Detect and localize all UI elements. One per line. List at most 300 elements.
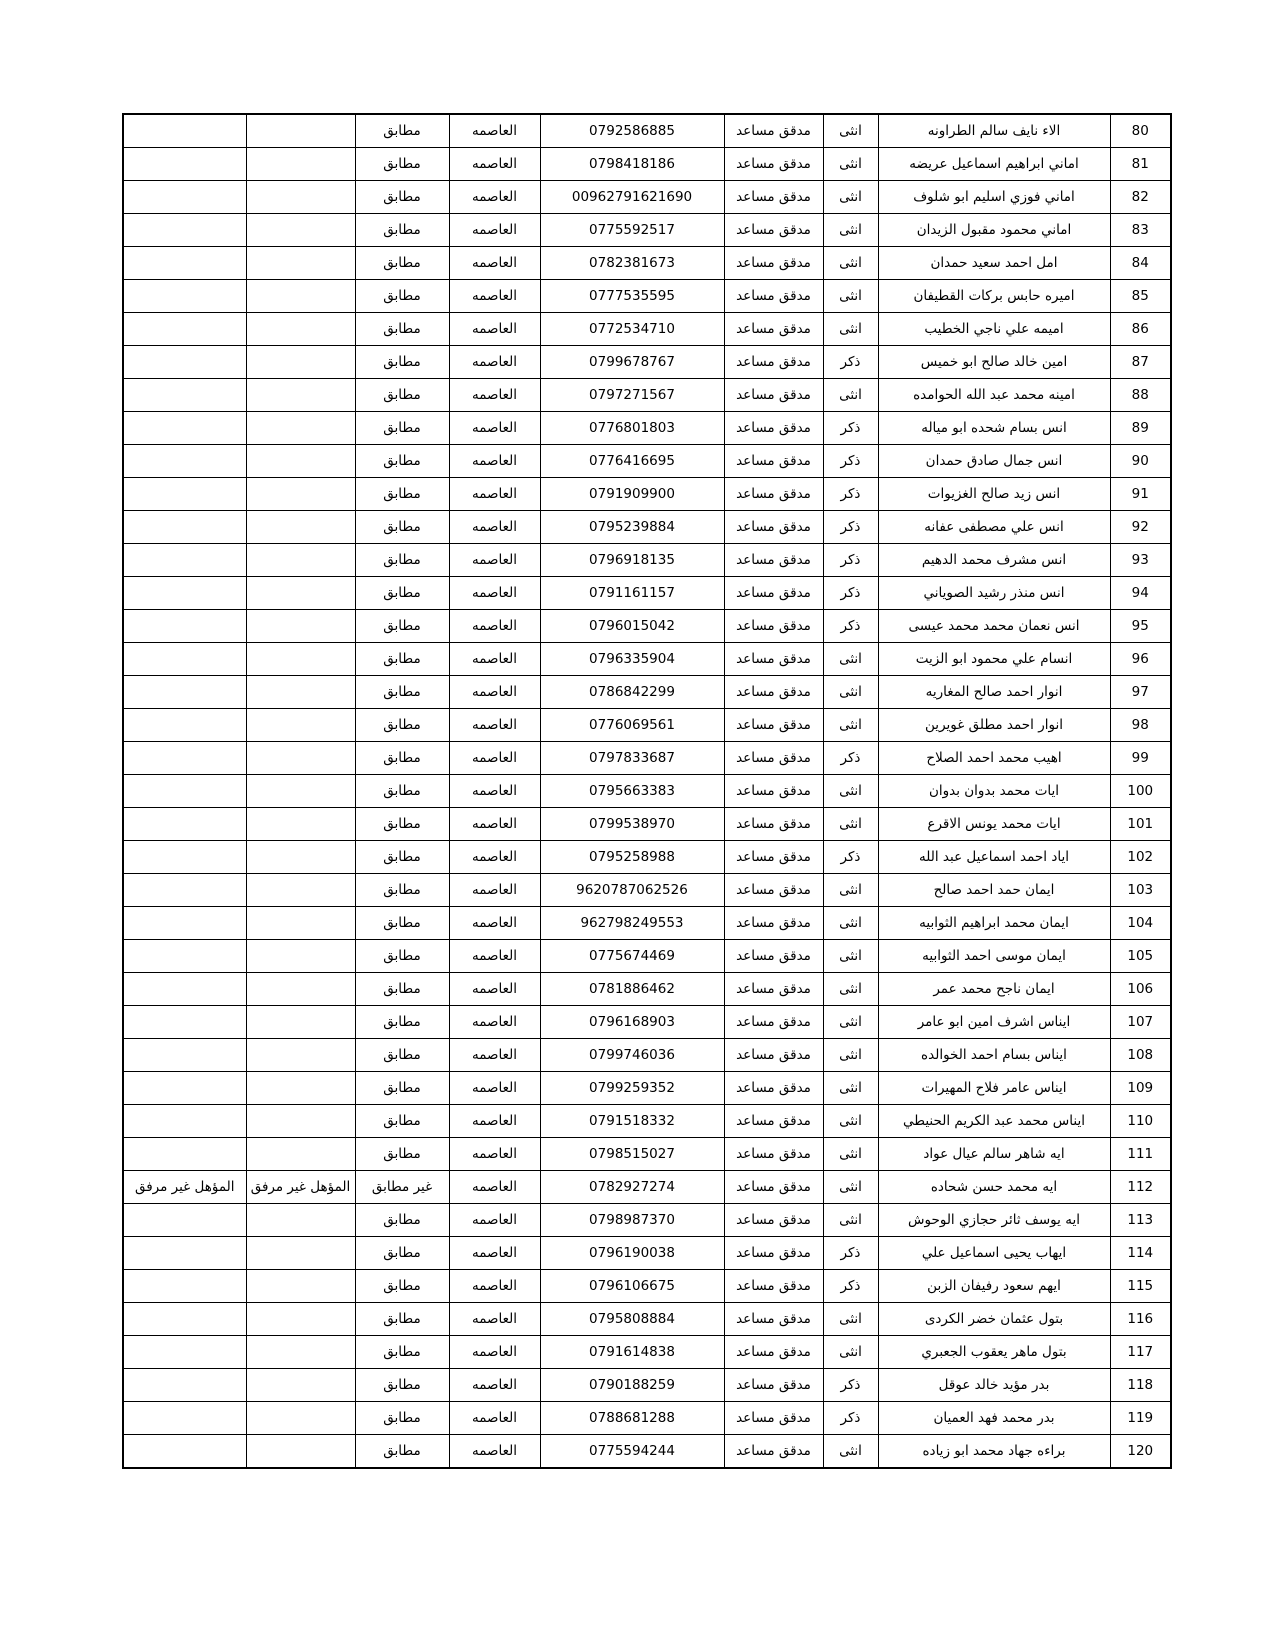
table-row	[123, 379, 1171, 412]
region-cell: العاصمه	[449, 808, 540, 841]
job-title-cell: مدقق مساعد	[724, 610, 823, 643]
qualification-note-cell-2	[123, 676, 246, 709]
name-cell: ايهاب يحيى اسماعيل علي	[878, 1237, 1110, 1270]
qualification-note-cell	[246, 1072, 355, 1105]
table-row	[123, 445, 1171, 478]
table-row	[123, 114, 1171, 148]
qualification-note-cell-2	[123, 940, 246, 973]
match-status-cell: مطابق	[355, 742, 449, 775]
region-cell: العاصمه	[449, 544, 540, 577]
name-cell: ايناس بسام احمد الخوالده	[878, 1039, 1110, 1072]
phone-cell: 0775594244	[540, 1435, 724, 1469]
phone-cell: 0795663383	[540, 775, 724, 808]
qualification-note-cell	[246, 1138, 355, 1171]
phone-cell: 0791518332	[540, 1105, 724, 1138]
gender-cell: انثى	[823, 379, 878, 412]
region-cell: العاصمه	[449, 1072, 540, 1105]
row-number-cell: 98	[1110, 709, 1171, 742]
gender-cell: انثى	[823, 148, 878, 181]
region-cell: العاصمه	[449, 1039, 540, 1072]
region-cell: العاصمه	[449, 313, 540, 346]
table-row	[123, 1105, 1171, 1138]
match-status-cell: مطابق	[355, 1006, 449, 1039]
name-cell: ايناس محمد عبد الكريم الحنيطي	[878, 1105, 1110, 1138]
region-cell: العاصمه	[449, 907, 540, 940]
phone-cell: 0791909900	[540, 478, 724, 511]
qualification-note-cell	[246, 1237, 355, 1270]
region-cell: العاصمه	[449, 412, 540, 445]
region-cell: العاصمه	[449, 214, 540, 247]
region-cell: العاصمه	[449, 1402, 540, 1435]
region-cell: العاصمه	[449, 247, 540, 280]
phone-cell: 9620787062526	[540, 874, 724, 907]
job-title-cell: مدقق مساعد	[724, 1204, 823, 1237]
name-cell: اياد احمد اسماعيل عبد الله	[878, 841, 1110, 874]
name-cell: ايه محمد حسن شحاده	[878, 1171, 1110, 1204]
qualification-note-cell-2	[123, 544, 246, 577]
table-row	[123, 1270, 1171, 1303]
job-title-cell: مدقق مساعد	[724, 1402, 823, 1435]
table-row	[123, 478, 1171, 511]
qualification-note-cell	[246, 1402, 355, 1435]
gender-cell: ذكر	[823, 841, 878, 874]
phone-cell: 0796168903	[540, 1006, 724, 1039]
match-status-cell: مطابق	[355, 346, 449, 379]
job-title-cell: مدقق مساعد	[724, 280, 823, 313]
gender-cell: ذكر	[823, 1270, 878, 1303]
name-cell: اماني فوزي اسليم ابو شلوف	[878, 181, 1110, 214]
job-title-cell: مدقق مساعد	[724, 1171, 823, 1204]
gender-cell: انثى	[823, 280, 878, 313]
name-cell: ايه يوسف ثائر حجازي الوحوش	[878, 1204, 1110, 1237]
qualification-note-cell-2	[123, 973, 246, 1006]
qualification-note-cell	[246, 643, 355, 676]
row-number-cell: 109	[1110, 1072, 1171, 1105]
name-cell: انسام علي محمود ابو الزيت	[878, 643, 1110, 676]
table-row	[123, 775, 1171, 808]
qualification-note-cell	[246, 313, 355, 346]
job-title-cell: مدقق مساعد	[724, 346, 823, 379]
region-cell: العاصمه	[449, 445, 540, 478]
gender-cell: انثى	[823, 214, 878, 247]
phone-cell: 0775592517	[540, 214, 724, 247]
name-cell: انس نعمان محمد محمد عيسى	[878, 610, 1110, 643]
phone-cell: 0776801803	[540, 412, 724, 445]
qualification-note-cell	[246, 412, 355, 445]
match-status-cell: مطابق	[355, 1270, 449, 1303]
name-cell: اميمه علي ناجي الخطيب	[878, 313, 1110, 346]
qualification-note-cell-2	[123, 379, 246, 412]
phone-cell: 0795808884	[540, 1303, 724, 1336]
qualification-note-cell-2	[123, 412, 246, 445]
match-status-cell: مطابق	[355, 775, 449, 808]
table-row	[123, 577, 1171, 610]
row-number-cell: 105	[1110, 940, 1171, 973]
table-row	[123, 313, 1171, 346]
name-cell: امل احمد سعيد حمدان	[878, 247, 1110, 280]
job-title-cell: مدقق مساعد	[724, 643, 823, 676]
table-row	[123, 511, 1171, 544]
region-cell: العاصمه	[449, 1336, 540, 1369]
gender-cell: انثى	[823, 1303, 878, 1336]
table-row	[123, 1303, 1171, 1336]
job-title-cell: مدقق مساعد	[724, 181, 823, 214]
qualification-note-cell-2	[123, 280, 246, 313]
qualification-note-cell-2	[123, 907, 246, 940]
gender-cell: انثى	[823, 1138, 878, 1171]
gender-cell: انثى	[823, 973, 878, 1006]
table-row	[123, 214, 1171, 247]
table-row	[123, 643, 1171, 676]
job-title-cell: مدقق مساعد	[724, 940, 823, 973]
region-cell: العاصمه	[449, 874, 540, 907]
qualification-note-cell-2	[123, 1138, 246, 1171]
row-number-cell: 96	[1110, 643, 1171, 676]
row-number-cell: 115	[1110, 1270, 1171, 1303]
job-title-cell: مدقق مساعد	[724, 907, 823, 940]
qualification-note-cell-2	[123, 1072, 246, 1105]
region-cell: العاصمه	[449, 1369, 540, 1402]
match-status-cell: مطابق	[355, 973, 449, 1006]
phone-cell: 0795239884	[540, 511, 724, 544]
phone-cell: 0782927274	[540, 1171, 724, 1204]
match-status-cell: مطابق	[355, 1039, 449, 1072]
job-title-cell: مدقق مساعد	[724, 577, 823, 610]
qualification-note-cell	[246, 544, 355, 577]
phone-cell: 0796190038	[540, 1237, 724, 1270]
region-cell: العاصمه	[449, 973, 540, 1006]
name-cell: ايمان موسى احمد الثوابيه	[878, 940, 1110, 973]
name-cell: ايناس اشرف امين ابو عامر	[878, 1006, 1110, 1039]
match-status-cell: مطابق	[355, 1138, 449, 1171]
row-number-cell: 107	[1110, 1006, 1171, 1039]
name-cell: انس جمال صادق حمدان	[878, 445, 1110, 478]
match-status-cell: مطابق	[355, 1105, 449, 1138]
region-cell: العاصمه	[449, 1105, 540, 1138]
job-title-cell: مدقق مساعد	[724, 742, 823, 775]
region-cell: العاصمه	[449, 742, 540, 775]
job-title-cell: مدقق مساعد	[724, 1435, 823, 1469]
row-number-cell: 108	[1110, 1039, 1171, 1072]
gender-cell: انثى	[823, 940, 878, 973]
row-number-cell: 90	[1110, 445, 1171, 478]
qualification-note-cell	[246, 1270, 355, 1303]
gender-cell: انثى	[823, 709, 878, 742]
row-number-cell: 102	[1110, 841, 1171, 874]
table-row	[123, 808, 1171, 841]
qualification-note-cell	[246, 742, 355, 775]
gender-cell: انثى	[823, 247, 878, 280]
qualification-note-cell	[246, 709, 355, 742]
table-row	[123, 610, 1171, 643]
phone-cell: 0775674469	[540, 940, 724, 973]
gender-cell: انثى	[823, 808, 878, 841]
row-number-cell: 100	[1110, 775, 1171, 808]
qualification-note-cell	[246, 280, 355, 313]
qualification-note-cell-2	[123, 1237, 246, 1270]
row-number-cell: 104	[1110, 907, 1171, 940]
match-status-cell: مطابق	[355, 874, 449, 907]
gender-cell: ذكر	[823, 511, 878, 544]
qualification-note-cell-2	[123, 577, 246, 610]
gender-cell: ذكر	[823, 445, 878, 478]
qualification-note-cell-2	[123, 808, 246, 841]
row-number-cell: 113	[1110, 1204, 1171, 1237]
match-status-cell: مطابق	[355, 577, 449, 610]
row-number-cell: 83	[1110, 214, 1171, 247]
name-cell: ايات محمد يونس الاقرع	[878, 808, 1110, 841]
name-cell: براءه جهاد محمد ابو زياده	[878, 1435, 1110, 1469]
match-status-cell: مطابق	[355, 1303, 449, 1336]
qualification-note-cell	[246, 940, 355, 973]
row-number-cell: 81	[1110, 148, 1171, 181]
name-cell: اماني محمود مقبول الزيدان	[878, 214, 1110, 247]
job-title-cell: مدقق مساعد	[724, 1039, 823, 1072]
match-status-cell: مطابق	[355, 114, 449, 148]
qualification-note-cell-2	[123, 1270, 246, 1303]
gender-cell: ذكر	[823, 1402, 878, 1435]
row-number-cell: 119	[1110, 1402, 1171, 1435]
name-cell: الاء نايف سالم الطراونه	[878, 114, 1110, 148]
phone-cell: 0791161157	[540, 577, 724, 610]
job-title-cell: مدقق مساعد	[724, 114, 823, 148]
job-title-cell: مدقق مساعد	[724, 445, 823, 478]
match-status-cell: مطابق	[355, 1237, 449, 1270]
phone-cell: 0799259352	[540, 1072, 724, 1105]
name-cell: ايهم سعود رفيفان الزبن	[878, 1270, 1110, 1303]
match-status-cell: مطابق	[355, 379, 449, 412]
match-status-cell: مطابق	[355, 907, 449, 940]
name-cell: بدر محمد فهد العميان	[878, 1402, 1110, 1435]
job-title-cell: مدقق مساعد	[724, 313, 823, 346]
row-number-cell: 95	[1110, 610, 1171, 643]
table-row	[123, 544, 1171, 577]
qualification-note-cell-2	[123, 709, 246, 742]
phone-cell: 0799538970	[540, 808, 724, 841]
row-number-cell: 94	[1110, 577, 1171, 610]
name-cell: انس زيد صالح الغزيوات	[878, 478, 1110, 511]
qualification-note-cell	[246, 577, 355, 610]
table-row	[123, 1402, 1171, 1435]
job-title-cell: مدقق مساعد	[724, 214, 823, 247]
qualification-note-cell	[246, 973, 355, 1006]
qualification-note-cell: المؤهل غير مرفق	[246, 1171, 355, 1204]
row-number-cell: 85	[1110, 280, 1171, 313]
region-cell: العاصمه	[449, 610, 540, 643]
match-status-cell: مطابق	[355, 544, 449, 577]
job-title-cell: مدقق مساعد	[724, 1006, 823, 1039]
match-status-cell: مطابق	[355, 214, 449, 247]
table-row	[123, 1171, 1171, 1204]
match-status-cell: مطابق	[355, 511, 449, 544]
row-number-cell: 116	[1110, 1303, 1171, 1336]
region-cell: العاصمه	[449, 280, 540, 313]
job-title-cell: مدقق مساعد	[724, 973, 823, 1006]
name-cell: انوار احمد مطلق غويرين	[878, 709, 1110, 742]
name-cell: اماني ابراهيم اسماعيل عريضه	[878, 148, 1110, 181]
phone-cell: 0782381673	[540, 247, 724, 280]
name-cell: انس مشرف محمد الدهيم	[878, 544, 1110, 577]
qualification-note-cell-2	[123, 1204, 246, 1237]
qualification-note-cell-2	[123, 610, 246, 643]
qualification-note-cell-2	[123, 346, 246, 379]
region-cell: العاصمه	[449, 709, 540, 742]
phone-cell: 0797271567	[540, 379, 724, 412]
job-title-cell: مدقق مساعد	[724, 709, 823, 742]
table-row	[123, 1039, 1171, 1072]
qualification-note-cell	[246, 214, 355, 247]
table-row	[123, 1138, 1171, 1171]
table-row	[123, 181, 1171, 214]
table-row	[123, 412, 1171, 445]
row-number-cell: 101	[1110, 808, 1171, 841]
qualification-note-cell-2	[123, 511, 246, 544]
qualification-note-cell	[246, 346, 355, 379]
region-cell: العاصمه	[449, 478, 540, 511]
qualification-note-cell-2	[123, 643, 246, 676]
table-row	[123, 973, 1171, 1006]
name-cell: انس بسام شحده ابو مياله	[878, 412, 1110, 445]
qualification-note-cell	[246, 445, 355, 478]
row-number-cell: 93	[1110, 544, 1171, 577]
region-cell: العاصمه	[449, 841, 540, 874]
match-status-cell: مطابق	[355, 676, 449, 709]
qualification-note-cell	[246, 1204, 355, 1237]
gender-cell: ذكر	[823, 742, 878, 775]
region-cell: العاصمه	[449, 676, 540, 709]
qualification-note-cell-2	[123, 1402, 246, 1435]
match-status-cell: مطابق	[355, 181, 449, 214]
region-cell: العاصمه	[449, 346, 540, 379]
gender-cell: انثى	[823, 1006, 878, 1039]
phone-cell: 0798515027	[540, 1138, 724, 1171]
qualification-note-cell	[246, 181, 355, 214]
match-status-cell: مطابق	[355, 1402, 449, 1435]
gender-cell: ذكر	[823, 412, 878, 445]
table-row	[123, 709, 1171, 742]
match-status-cell: مطابق	[355, 841, 449, 874]
table-row	[123, 346, 1171, 379]
phone-cell: 0790188259	[540, 1369, 724, 1402]
qualification-note-cell-2	[123, 1303, 246, 1336]
row-number-cell: 112	[1110, 1171, 1171, 1204]
row-number-cell: 84	[1110, 247, 1171, 280]
region-cell: العاصمه	[449, 148, 540, 181]
gender-cell: ذكر	[823, 346, 878, 379]
row-number-cell: 111	[1110, 1138, 1171, 1171]
match-status-cell: مطابق	[355, 940, 449, 973]
name-cell: ايات محمد بدوان بدوان	[878, 775, 1110, 808]
row-number-cell: 118	[1110, 1369, 1171, 1402]
match-status-cell: مطابق	[355, 313, 449, 346]
phone-cell: 0781886462	[540, 973, 724, 1006]
match-status-cell: مطابق	[355, 1336, 449, 1369]
region-cell: العاصمه	[449, 1435, 540, 1469]
qualification-note-cell-2	[123, 1006, 246, 1039]
phone-cell: 0799746036	[540, 1039, 724, 1072]
qualification-note-cell	[246, 676, 355, 709]
qualification-note-cell	[246, 379, 355, 412]
records-body	[123, 114, 1171, 1468]
qualification-note-cell	[246, 478, 355, 511]
gender-cell: انثى	[823, 114, 878, 148]
qualification-note-cell	[246, 511, 355, 544]
qualification-note-cell	[246, 1039, 355, 1072]
region-cell: العاصمه	[449, 775, 540, 808]
table-row	[123, 1336, 1171, 1369]
name-cell: امين خالد صالح ابو خميس	[878, 346, 1110, 379]
match-status-cell: مطابق	[355, 808, 449, 841]
name-cell: بتول عثمان خضر الكردى	[878, 1303, 1110, 1336]
match-status-cell: مطابق	[355, 643, 449, 676]
phone-cell: 0788681288	[540, 1402, 724, 1435]
match-status-cell: مطابق	[355, 1204, 449, 1237]
region-cell: العاصمه	[449, 940, 540, 973]
phone-cell: 0792586885	[540, 114, 724, 148]
phone-cell: 0798418186	[540, 148, 724, 181]
gender-cell: انثى	[823, 643, 878, 676]
phone-cell: 0795258988	[540, 841, 724, 874]
match-status-cell: مطابق	[355, 148, 449, 181]
job-title-cell: مدقق مساعد	[724, 148, 823, 181]
qualification-note-cell	[246, 775, 355, 808]
name-cell: انس منذر رشيد الصوياني	[878, 577, 1110, 610]
row-number-cell: 82	[1110, 181, 1171, 214]
match-status-cell: مطابق	[355, 247, 449, 280]
job-title-cell: مدقق مساعد	[724, 841, 823, 874]
qualification-note-cell-2	[123, 478, 246, 511]
table-row	[123, 907, 1171, 940]
region-cell: العاصمه	[449, 1171, 540, 1204]
name-cell: اميره حابس بركات القطيفان	[878, 280, 1110, 313]
qualification-note-cell	[246, 1303, 355, 1336]
gender-cell: ذكر	[823, 577, 878, 610]
region-cell: العاصمه	[449, 1237, 540, 1270]
qualification-note-cell-2	[123, 114, 246, 148]
name-cell: ايمان ناجح محمد عمر	[878, 973, 1110, 1006]
name-cell: امينه محمد عبد الله الحوامده	[878, 379, 1110, 412]
phone-cell: 0798987370	[540, 1204, 724, 1237]
qualification-note-cell-2	[123, 1105, 246, 1138]
phone-cell: 0772534710	[540, 313, 724, 346]
name-cell: ايمان حمد احمد صالح	[878, 874, 1110, 907]
table-row	[123, 874, 1171, 907]
qualification-note-cell	[246, 907, 355, 940]
region-cell: العاصمه	[449, 511, 540, 544]
gender-cell: انثى	[823, 1171, 878, 1204]
phone-cell: 962798249553	[540, 907, 724, 940]
gender-cell: ذكر	[823, 1369, 878, 1402]
region-cell: العاصمه	[449, 1303, 540, 1336]
qualification-note-cell-2	[123, 841, 246, 874]
table-row	[123, 280, 1171, 313]
row-number-cell: 89	[1110, 412, 1171, 445]
job-title-cell: مدقق مساعد	[724, 1237, 823, 1270]
qualification-note-cell	[246, 808, 355, 841]
table-row	[123, 1204, 1171, 1237]
row-number-cell: 117	[1110, 1336, 1171, 1369]
gender-cell: انثى	[823, 1072, 878, 1105]
region-cell: العاصمه	[449, 379, 540, 412]
job-title-cell: مدقق مساعد	[724, 247, 823, 280]
gender-cell: ذكر	[823, 610, 878, 643]
row-number-cell: 99	[1110, 742, 1171, 775]
phone-cell: 0797833687	[540, 742, 724, 775]
match-status-cell: مطابق	[355, 412, 449, 445]
qualification-note-cell-2	[123, 874, 246, 907]
qualification-note-cell-2	[123, 247, 246, 280]
table-row	[123, 742, 1171, 775]
